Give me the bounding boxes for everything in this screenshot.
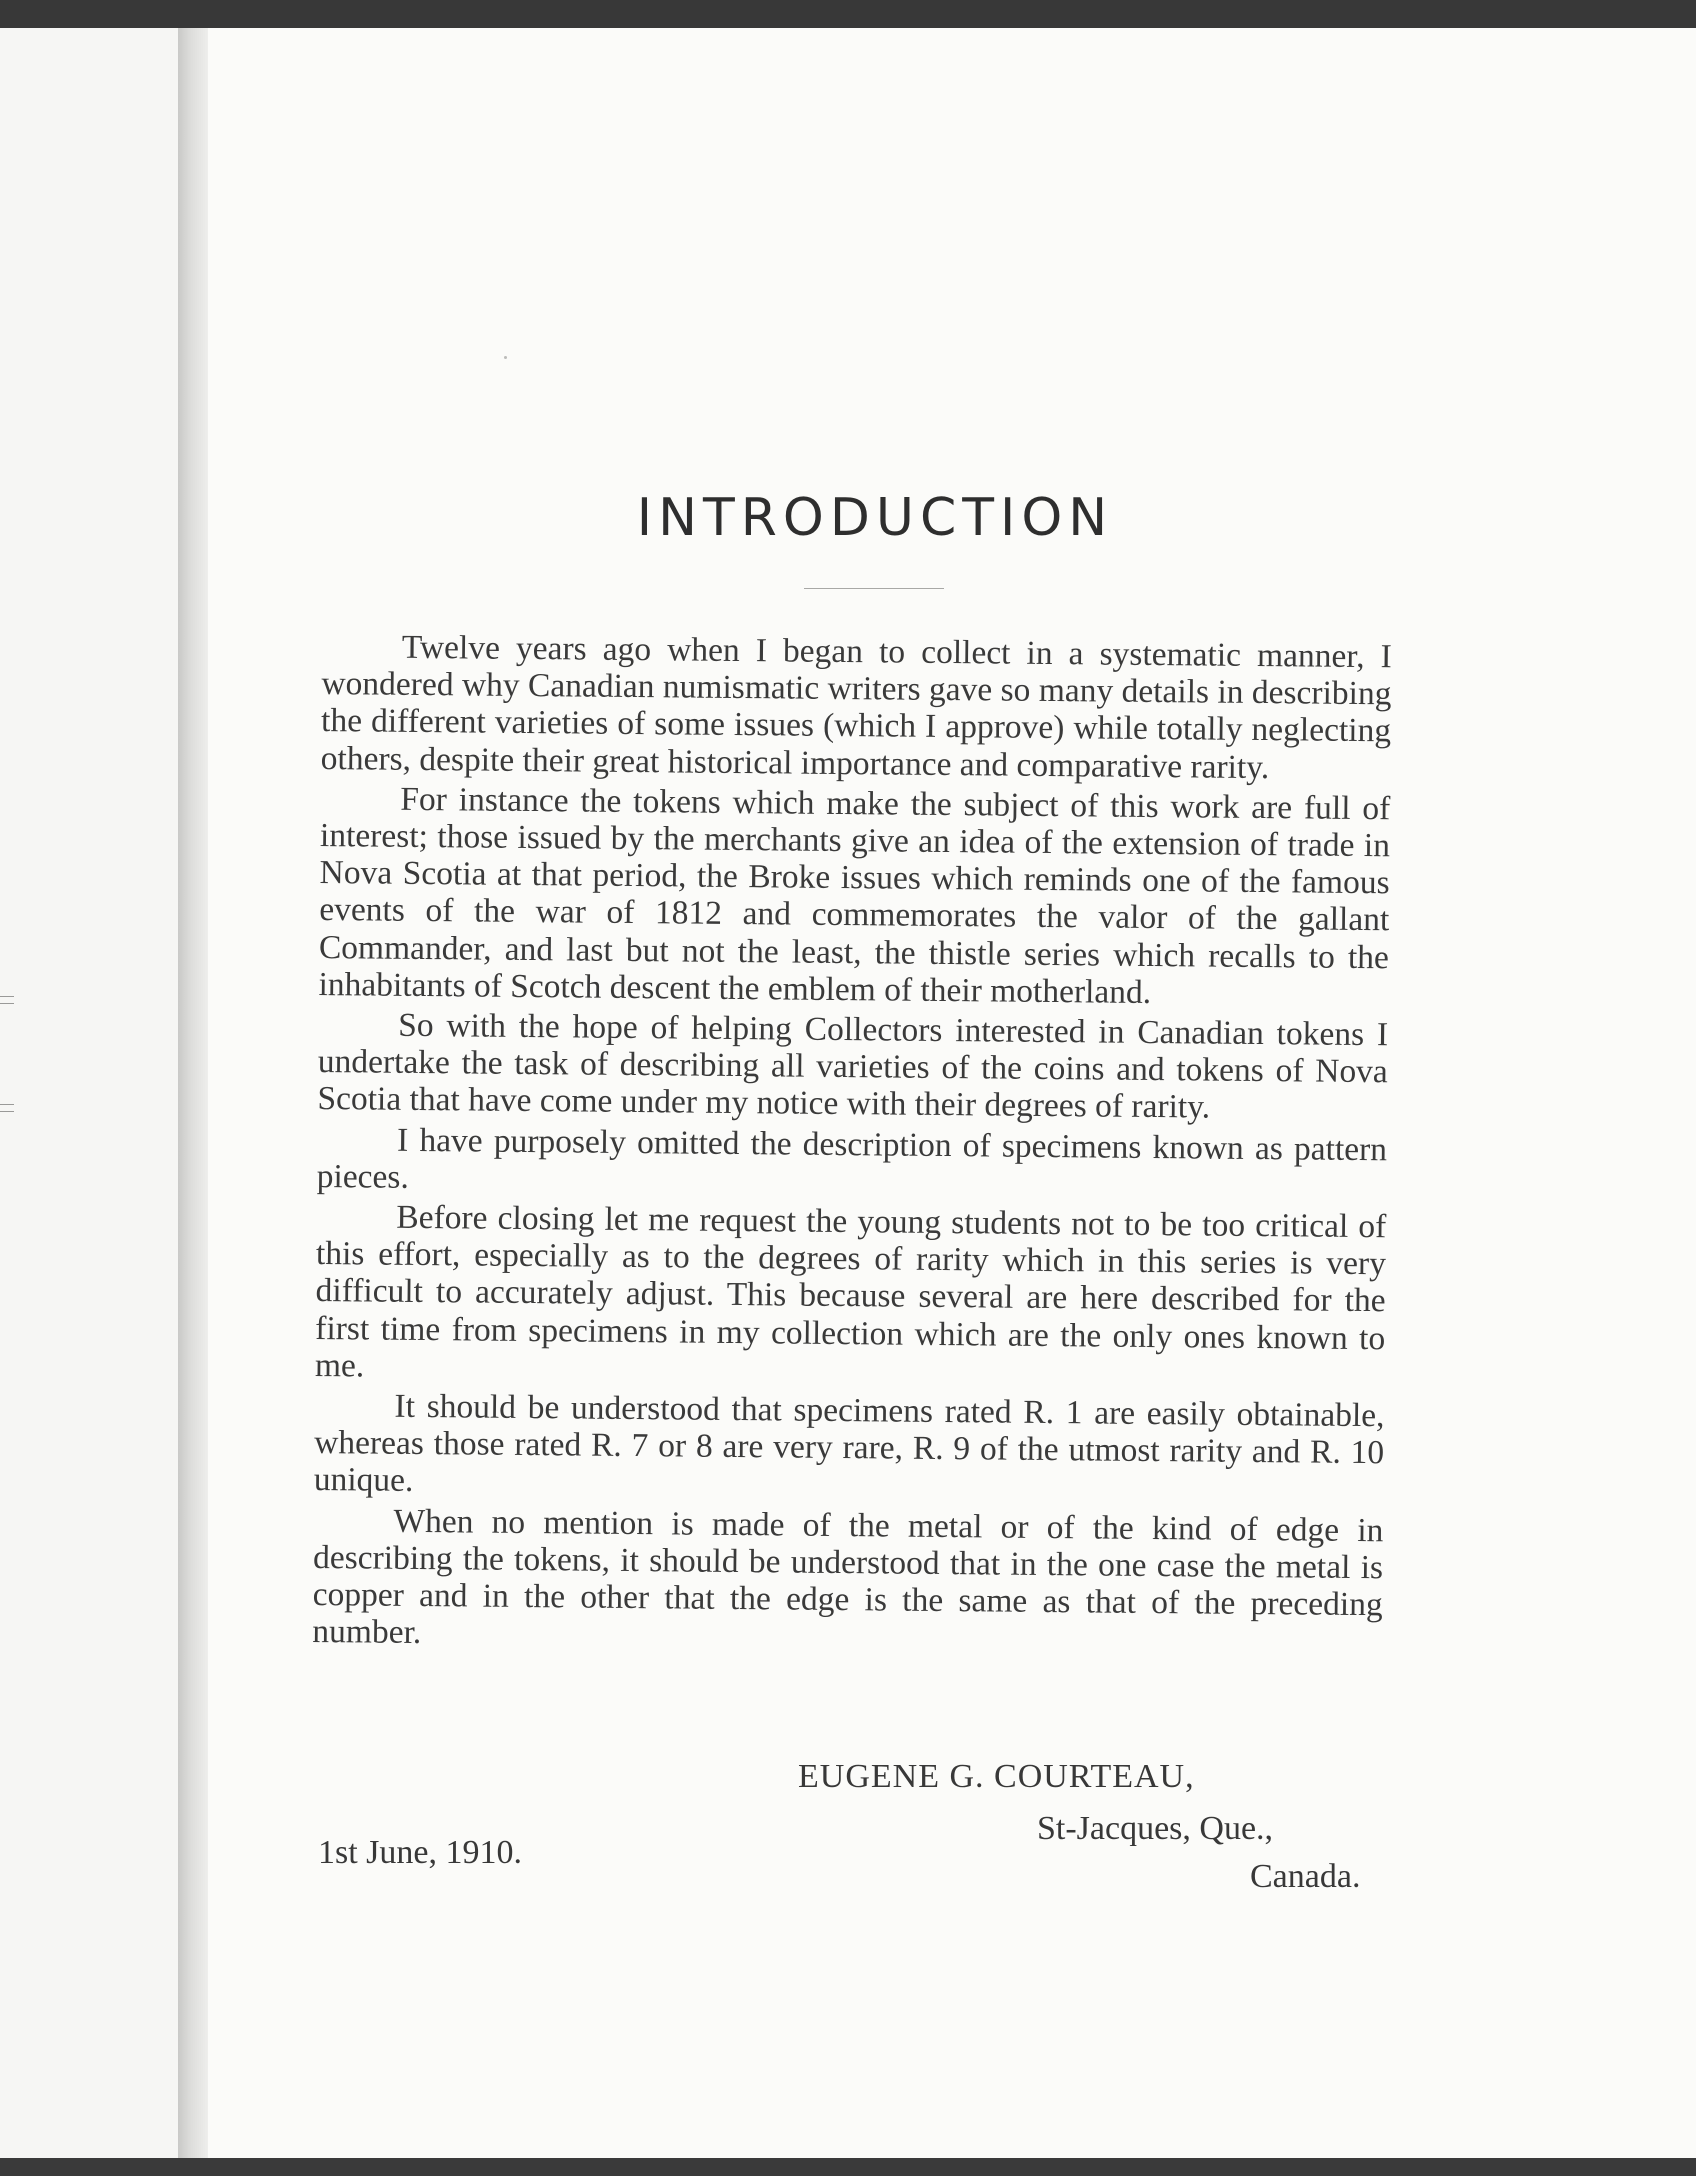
date-line: 1st June, 1910.: [318, 1834, 522, 1871]
paragraph: For instance the tokens which make the subject of this work are full of interest; those issued by the merchants give an idea of the extension of trade in Nova Scotia at that period, the Broke issues which reminds one of the famous events of the war of 1812 and commemorates the valor of the gallant Commander, and last but not the least, the thistle series which recalls to the inhabitants of Scotch descent the emblem of their motherland.: [318, 780, 1391, 1011]
paragraph: When no mention is made of the metal or of the kind of edge in describing the tokens, it should be understood that in the one case the metal is copper and in the other that the edge is the same as that of the preceding number.: [312, 1502, 1384, 1652]
title-rule: [804, 588, 944, 589]
page-title: INTRODUCTION: [636, 488, 1114, 548]
paragraph: Before closing let me request the young students not to be too critical of this effort, especially as to the degrees of rarity which in this series is very difficult to accurately adjust. This because several are here described for the first time from specimens in my collection which are the only ones known to me.: [314, 1198, 1387, 1385]
author-country: Canada.: [1250, 1858, 1361, 1895]
paper-speck: [504, 356, 507, 359]
paragraph: So with the hope of helping Collectors interested in Canadian tokens I undertake the task of describing all varieties of the coins and tokens of Nova Scotia that have come under my notice with their degrees of rarity.: [317, 1006, 1389, 1126]
author-place: St-Jacques, Que.,: [1037, 1810, 1274, 1847]
margin-mark: [0, 1104, 14, 1112]
scan-bottom-edge: [0, 2158, 1696, 2176]
paragraph: I have purposely omitted the description of specimens known as pattern pieces.: [316, 1121, 1388, 1196]
author-name: EUGENE G. COURTEAU,: [798, 1758, 1195, 1795]
book-gutter: [178, 28, 208, 2158]
introduction-body: [312, 628, 1392, 1661]
margin-mark: [0, 996, 14, 1004]
left-page: [0, 28, 178, 2158]
paragraph: It should be understood that specimens rated R. 1 are easily obtainable, whereas those rated R. 7 or 8 are very rare, R. 9 of the utmost rarity and R. 10 unique.: [313, 1387, 1385, 1500]
paragraph: Twelve years ago when I began to collect in a systematic manner, I wondered why Canadian numismatic writers gave so many details in describing the different varieties of some issues (which I approve) while totally neglecting others, despite their great historical importance and comparative rarity.: [320, 628, 1392, 786]
